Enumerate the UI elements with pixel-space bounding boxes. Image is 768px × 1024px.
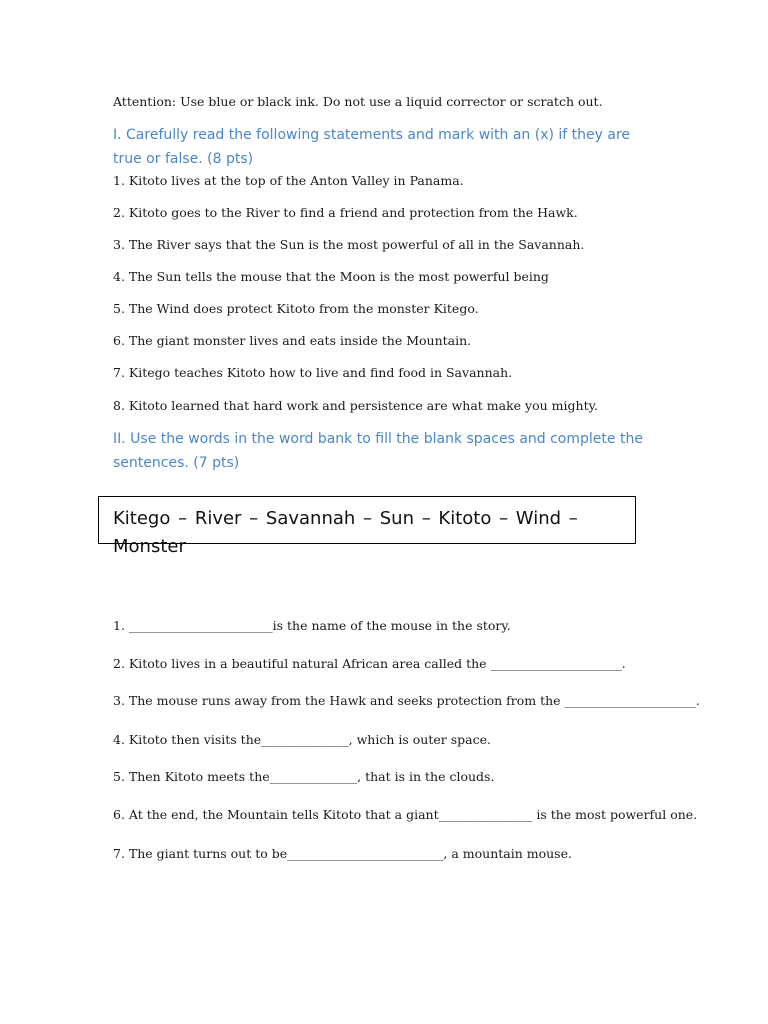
fill-blank-sentence: 6. At the end, the Mountain tells Kitoto that a giant_______________ is the most powerful one.: [113, 807, 698, 822]
true-false-statement: 4. The Sun tells the mouse that the Moon is the most powerful being: [113, 269, 549, 284]
section1-heading: I. Carefully read the following statements and mark with an (x) if they are true or false. (8 pts): [113, 127, 631, 167]
fill-blank-sentence: 5. Then Kitoto meets the______________, that is in the clouds.: [113, 769, 495, 784]
fill-blank-sentence: 1. _______________________is the name of the mouse in the story.: [113, 618, 511, 633]
true-false-statement: 1. Kitoto lives at the top of the Anton Valley in Panama.: [113, 173, 464, 188]
true-false-statement: 3. The River says that the Sun is the most powerful of all in the Savannah.: [113, 237, 585, 252]
true-false-statement: 7. Kitego teaches Kitoto how to live and find food in Savannah.: [113, 365, 513, 380]
true-false-statement: 2. Kitoto goes to the River to find a friend and protection from the Hawk.: [113, 205, 578, 220]
true-false-statement: 5. The Wind does protect Kitoto from the monster Kitego.: [113, 301, 479, 316]
true-false-statement: 8. Kitoto learned that hard work and persistence are what make you mighty.: [113, 398, 598, 413]
fill-blank-sentence: 2. Kitoto lives in a beautiful natural African area called the _____________________.: [113, 656, 626, 671]
fill-blank-sentence: 7. The giant turns out to be_________________________, a mountain mouse.: [113, 846, 572, 861]
fill-blank-sentence: 3. The mouse runs away from the Hawk and seeks protection from the _____________________.: [113, 693, 700, 708]
attention-note: Attention: Use blue or black ink. Do not use a liquid corrector or scratch out.: [113, 94, 603, 109]
fill-blank-sentence: 4. Kitoto then visits the______________, which is outer space.: [113, 732, 491, 747]
section2-heading: II. Use the words in the word bank to fill the blank spaces and complete the sentences. (7 pts): [113, 431, 643, 471]
true-false-statement: 6. The giant monster lives and eats inside the Mountain.: [113, 333, 472, 348]
word-bank-words: Kitego – River – Savannah – Sun – Kitoto – Wind – Monster: [113, 508, 578, 557]
